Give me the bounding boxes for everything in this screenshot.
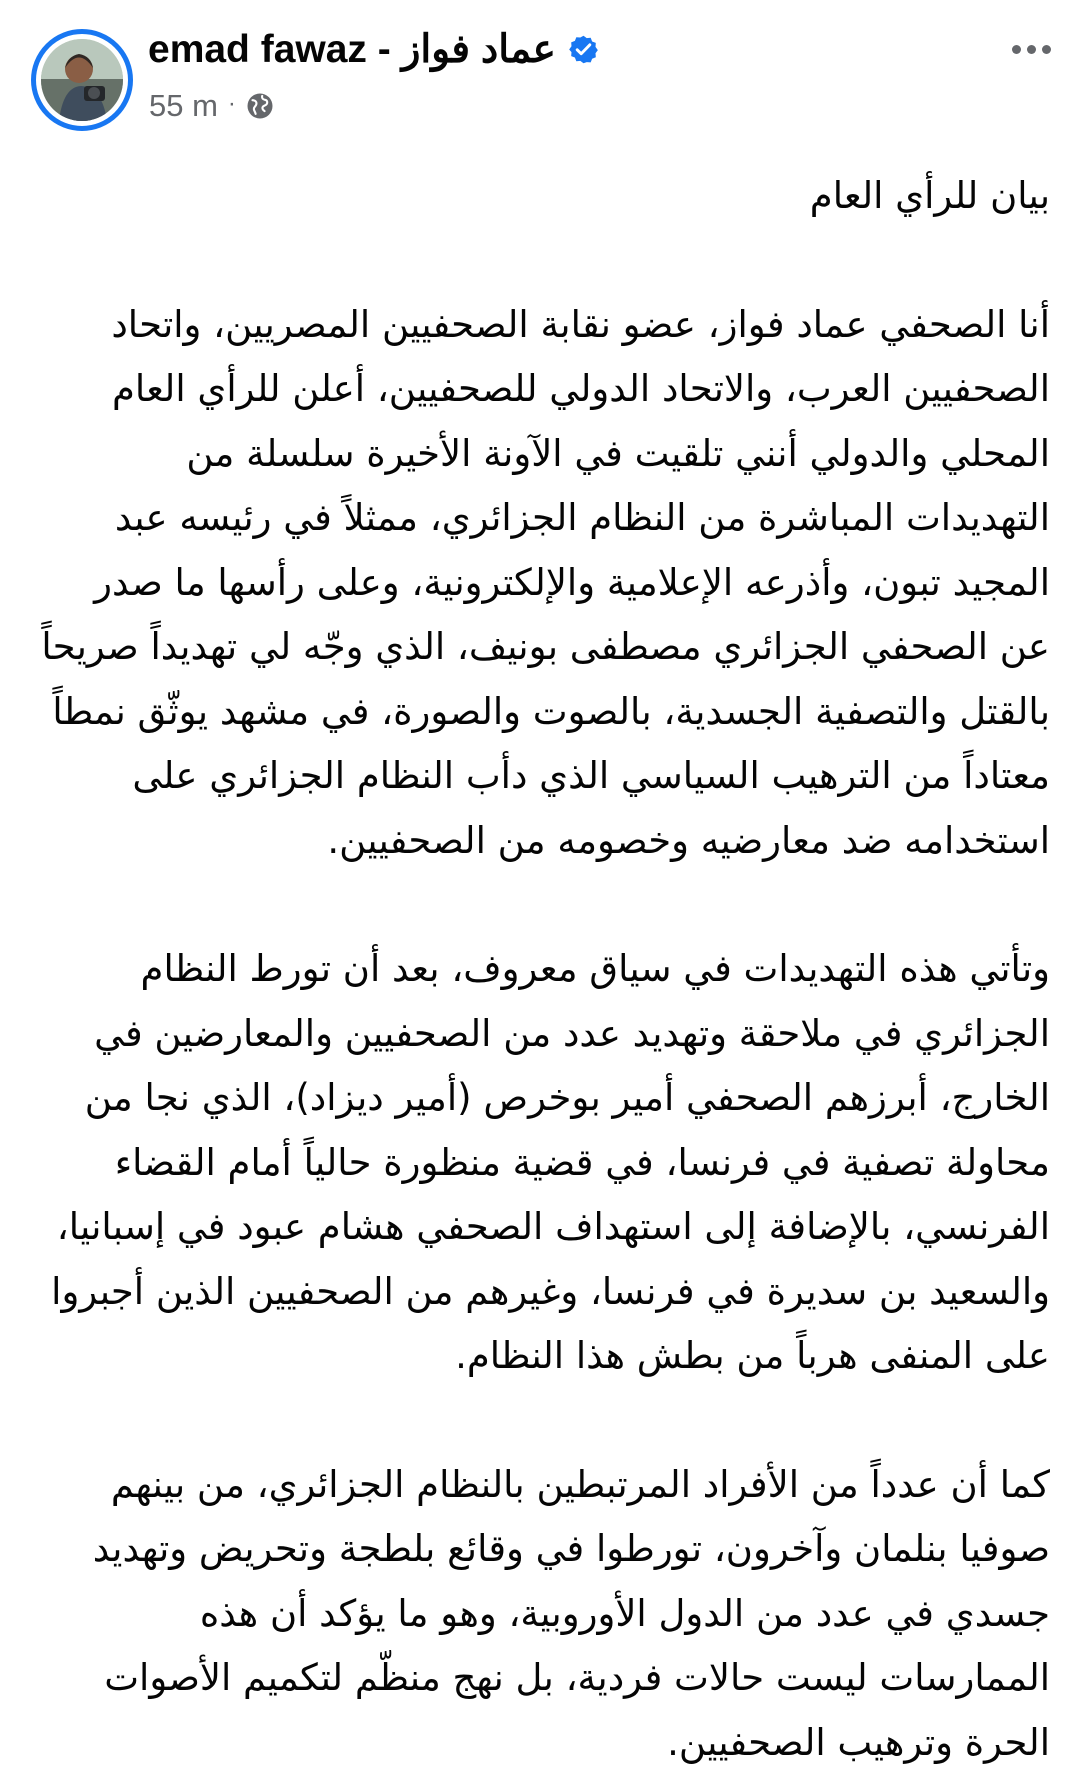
paragraph-spacer xyxy=(34,1389,1050,1453)
public-globe-icon[interactable] xyxy=(246,92,274,120)
paragraph-spacer xyxy=(34,873,1050,937)
more-options-icon xyxy=(1012,45,1021,54)
more-options-icon xyxy=(1042,45,1051,54)
verified-badge-icon xyxy=(568,34,599,65)
avatar-photo[interactable] xyxy=(41,39,123,121)
meta-separator: · xyxy=(227,90,236,117)
post-meta xyxy=(149,86,274,126)
statement-paragraph: أنا الصحفي عماد فواز، عضو نقابة الصحفيين المصريين، واتحاد الصحفيين العرب، والاتحاد الدولي للصحفيين، أعلن للرأي العام المحلي والدولي أنني تلقيت في الآونة الأخيرة سلسلة من التهديدات المباشرة من النظام الجزائري، ممثلاً في رئيسه عبد المجيد تبون، وأذرعه الإعلامية والإلكترونية، وعلى رأسها ما صدر عن الصحفي الجزائري مصطفى بونيف، الذي وجّه لي تهديداً صريحاً بالقتل والتصفية الجسدية، بالصوت والصورة، في مشهد يوثّق نمطاً معتاداً من الترهيب السياسي الذي دأب النظام الجزائري على استخدامه ضد معارضيه وخصومه من الصحفيين. xyxy=(41,302,1050,862)
profile-photo-icon xyxy=(41,39,123,121)
author-avatar[interactable] xyxy=(31,29,133,131)
post-text xyxy=(34,164,1050,1775)
more-options-icon xyxy=(1027,45,1036,54)
author-row xyxy=(148,24,599,74)
context-paragraph: وتأتي هذه التهديدات في سياق معروف، بعد أن تورط النظام الجزائري في ملاحقة وتهديد عدد من الصحفيين والمعارضين في الخارج، أبرزهم الصحفي أمير بوخرص (أمير ديزاد)، الذي نجا من محاولة تصفية في فرنسا، في قضية منظورة حالياً أمام القضاء الفرنسي، بالإضافة إلى استهداف الصحفي هشام عبود في إسبانيا، والسعيد بن سديرة في فرنسا، وغيرهم من الصحفيين الذين أجبروا على المنفى هرباً من بطش هذا النظام. xyxy=(51,947,1050,1377)
more-options-button[interactable] xyxy=(1004,32,1058,66)
author-name[interactable]: عماد فواز - emad fawaz xyxy=(148,27,556,71)
post-title: بيان للرأي العام xyxy=(809,174,1050,217)
paragraph-spacer xyxy=(34,229,1050,293)
timestamp[interactable]: 55 m xyxy=(149,88,218,123)
post-header xyxy=(0,0,1080,150)
conclusion-paragraph: كما أن عدداً من الأفراد المرتبطين بالنظام الجزائري، من بينهم صوفيا بنلمان وآخرون، تورطوا في وقائع بلطجة وتحريض وتهديد جسدي في عدد من الدول الأوروبية، وهو ما يؤكد أن هذه الممارسات ليست حالات فردية، بل نهج منظّم لتكميم الأصوات الحرة وترهيب الصحفيين. xyxy=(92,1462,1050,1764)
